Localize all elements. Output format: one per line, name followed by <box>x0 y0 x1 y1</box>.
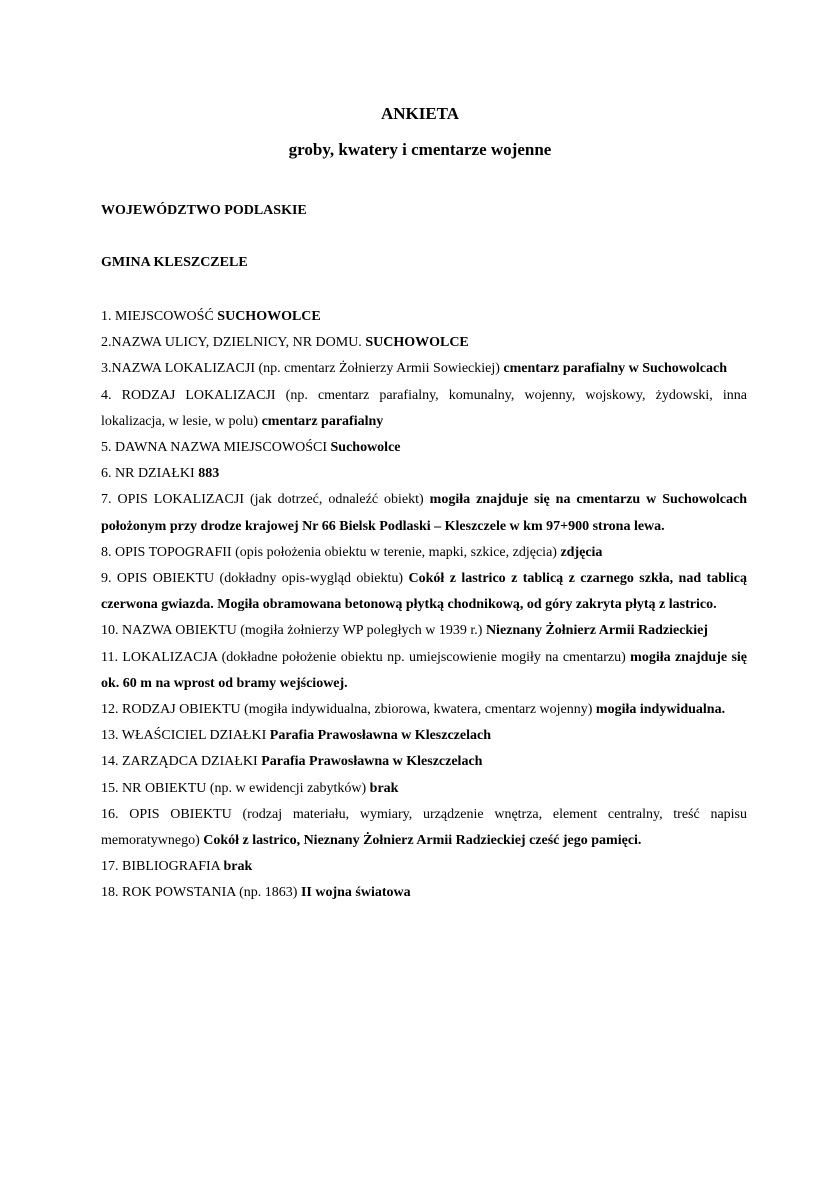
survey-item <box>101 697 747 723</box>
commune-heading: GMINA KLESZCZELE <box>101 255 248 270</box>
survey-item <box>101 723 747 749</box>
survey-item <box>101 566 747 618</box>
survey-item <box>101 487 747 539</box>
survey-item-label: 6. NR DZIAŁKI <box>101 466 199 482</box>
survey-item-value: mogiła znajduje się ok. 60 m na wprost od bramy wejściowej. <box>101 649 747 691</box>
survey-item <box>101 749 747 775</box>
survey-item <box>101 854 747 880</box>
survey-item <box>101 356 747 382</box>
survey-item-label: 1. MIEJSCOWOŚĆ <box>101 309 218 324</box>
survey-item-label: 15. NR OBIEKTU (np. w ewidencji zabytków) <box>101 780 370 796</box>
survey-item <box>101 618 747 644</box>
survey-item-value: brak <box>223 859 253 875</box>
survey-item-value: SUCHOWOLCE <box>365 335 469 351</box>
survey-item-value: Cokół z lastrico, Nieznany Żołnierz Armii Radzieckiej cześć jego pamięci. <box>203 833 642 849</box>
survey-item-label: 12. RODZAJ OBIEKTU (mogiła indywidualna, zbiorowa, kwatera, cmentarz wojenny) <box>101 702 596 718</box>
survey-item-label: 18. ROK POWSTANIA (np. 1863) <box>101 885 301 901</box>
survey-item-value: cmentarz parafialny w Suchowolcach <box>503 361 727 377</box>
survey-item-label: 13. WŁAŚCICIEL DZIAŁKI <box>101 728 270 744</box>
survey-item-label: 4. RODZAJ LOKALIZACJI (np. cmentarz parafialny, komunalny, wojenny, wojskowy, żydowski, inna lokalizacja, w lesie, w polu) <box>101 387 747 429</box>
survey-item <box>101 383 747 435</box>
survey-items-list <box>101 304 747 907</box>
survey-item <box>101 330 747 356</box>
survey-item <box>101 776 747 802</box>
survey-item-value: Parafia Prawosławna w Kleszczelach <box>261 754 483 770</box>
survey-item-value: Nieznany Żołnierz Armii Radzieckiej <box>485 623 708 639</box>
survey-item-value: Cokół z lastrico z tablicą z czarnego szkła, nad tablicą czerwona gwiazda. Mogiła obramowana betonową płytką chodnikową, od góry zakryta płytą z lastrico. <box>101 571 747 613</box>
document-subtitle: groby, kwatery i cmentarze wojenne <box>288 140 552 159</box>
survey-item-label: 14. ZARZĄDCA DZIAŁKI <box>101 754 262 770</box>
survey-item-label: 5. DAWNA NAZWA MIEJSCOWOŚCI <box>101 440 331 456</box>
survey-item-label: 9. OPIS OBIEKTU (dokładny opis-wygląd obiektu) <box>101 571 409 587</box>
survey-item <box>101 880 747 906</box>
survey-item-value: brak <box>369 780 399 796</box>
survey-item-value: SUCHOWOLCE <box>217 309 321 324</box>
survey-item <box>101 435 747 461</box>
survey-item <box>101 461 747 487</box>
document-title: ANKIETA <box>380 104 460 123</box>
survey-item-value: Parafia Prawosławna w Kleszczelach <box>269 728 491 744</box>
survey-item-value: mogiła znajduje się na cmentarzu w Suchowolcach położonym przy drodze krajowej Nr 66 Bielsk Podlaski – Kleszczele w km 97+900 strona lewa. <box>101 492 747 534</box>
survey-item-value: mogiła indywidualna. <box>595 702 726 718</box>
survey-item-label: 8. OPIS TOPOGRAFII (opis położenia obiektu w terenie, mapki, szkice, zdjęcia) <box>101 544 561 560</box>
survey-item-value: cmentarz parafialny <box>261 413 384 429</box>
survey-item-label: 10. NAZWA OBIEKTU (mogiła żołnierzy WP poległych w 1939 r.) <box>101 623 486 639</box>
survey-item-label: 16. OPIS OBIEKTU (rodzaj materiału, wymiary, urządzenie wnętrza, element centralny, treść napisu memoratywnego) <box>101 806 747 849</box>
survey-item <box>101 540 747 566</box>
survey-item <box>101 802 747 854</box>
survey-item-value: zdjęcia <box>560 544 603 560</box>
survey-item-value: Suchowolce <box>330 440 401 456</box>
survey-item-label: 11. LOKALIZACJA (dokładne położenie obiektu np. umiejscowienie mogiły na cmentarzu) <box>101 649 631 665</box>
survey-item-label: 17. BIBLIOGRAFIA <box>101 859 224 875</box>
voivodeship-heading: WOJEWÓDZTWO PODLASKIE <box>101 203 307 218</box>
survey-item-label: 2.NAZWA ULICY, DZIELNICY, NR DOMU. <box>101 335 366 351</box>
survey-item-value: II wojna światowa <box>300 885 411 901</box>
survey-item <box>101 645 747 697</box>
survey-item-label: 7. OPIS LOKALIZACJI (jak dotrzeć, odnaleźć obiekt) <box>101 492 430 508</box>
survey-item-label: 3.NAZWA LOKALIZACJI (np. cmentarz Żołnierzy Armii Sowieckiej) <box>101 361 504 377</box>
survey-item <box>101 304 747 330</box>
survey-item-value: 883 <box>198 466 220 482</box>
